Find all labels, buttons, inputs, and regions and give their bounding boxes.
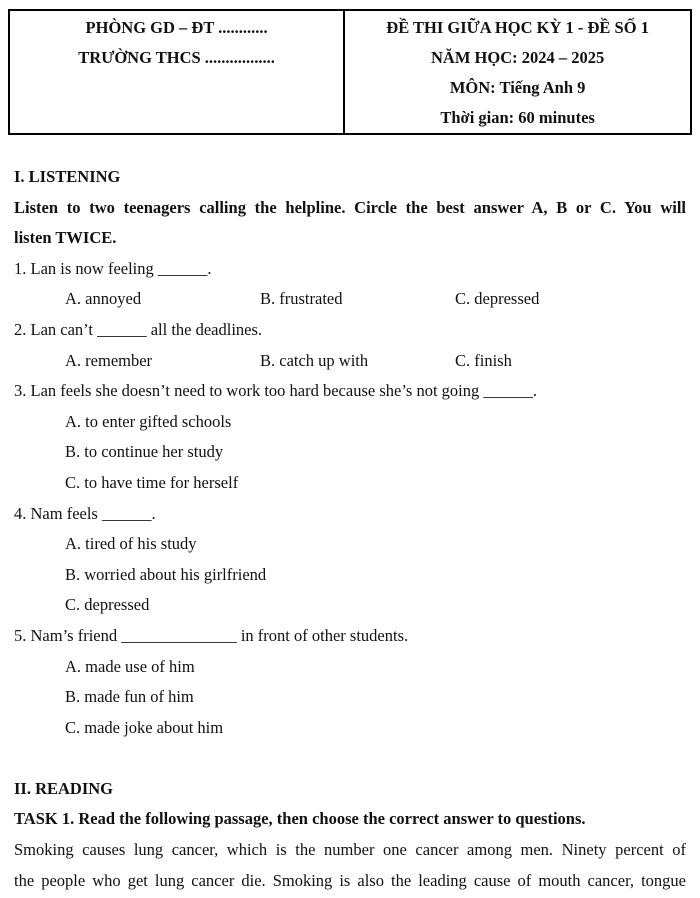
question-2-option-a: A. remember	[65, 350, 153, 370]
school-name-line: TRƯỜNG THCS .................	[78, 48, 275, 67]
reading-section-heading: II. READING	[14, 778, 114, 798]
reading-passage-line1: Smoking causes lung cancer, which is the number one cancer among men. Ninety percent of	[14, 840, 686, 860]
header-school-cell	[10, 11, 345, 133]
question-2-option-b: B. catch up with	[260, 350, 369, 370]
question-1-options	[14, 284, 686, 315]
question-5-option-b: B. made fun of him	[65, 687, 194, 707]
question-3-option-c: C. to have time for herself	[65, 472, 239, 492]
question-1-text: 1. Lan is now feeling ______.	[14, 258, 212, 278]
question-3-text: 3. Lan feels she doesn’t need to work too hard because she’s not going ______.	[14, 381, 537, 401]
school-year: NĂM HỌC: 2024 – 2025	[431, 48, 605, 67]
listening-instruction-line2: listen TWICE.	[14, 228, 117, 248]
question-4-option-b: B. worried about his girlfriend	[65, 564, 267, 584]
question-3-option-a: A. to enter gifted schools	[65, 411, 232, 431]
question-5-option-c: C. made joke about him	[65, 717, 224, 737]
question-5-text: 5. Nam’s friend ______________ in front of other students.	[14, 625, 409, 645]
exam-title: ĐỀ THI GIỮA HỌC KỲ 1 - ĐỀ SỐ 1	[386, 18, 649, 37]
listening-instruction-line1: Listen to two teenagers calling the helpline. Circle the best answer A, B or C. You will	[14, 197, 686, 217]
question-2-text: 2. Lan can’t ______ all the deadlines.	[14, 319, 263, 339]
exam-body	[14, 162, 686, 896]
question-4-option-a: A. tired of his study	[65, 534, 197, 554]
school-office-line: PHÒNG GD – ĐT ............	[85, 18, 268, 37]
question-3-option-b: B. to continue her study	[65, 442, 224, 462]
exam-duration: Thời gian: 60 minutes	[440, 108, 595, 127]
question-4-option-c: C. depressed	[65, 595, 150, 615]
question-1-option-b: B. frustrated	[260, 289, 343, 309]
section-gap	[14, 743, 686, 774]
question-1-option-a: A. annoyed	[65, 289, 142, 309]
exam-header-table	[8, 9, 692, 135]
header-exam-cell	[345, 11, 690, 133]
listening-section-heading: I. LISTENING	[14, 167, 121, 186]
question-2-options	[14, 346, 686, 377]
question-2-option-c: C. finish	[455, 350, 512, 370]
reading-task-heading: TASK 1. Read the following passage, then choose the correct answer to questions.	[14, 809, 586, 829]
exam-subject: MÔN: Tiếng Anh 9	[449, 78, 586, 97]
reading-passage-line2: the people who get lung cancer die. Smoking is also the leading cause of mouth cancer, tongue	[14, 870, 686, 890]
question-4-text: 4. Nam feels ______.	[14, 503, 156, 523]
question-5-option-a: A. made use of him	[65, 656, 195, 676]
question-1-option-c: C. depressed	[455, 289, 540, 309]
